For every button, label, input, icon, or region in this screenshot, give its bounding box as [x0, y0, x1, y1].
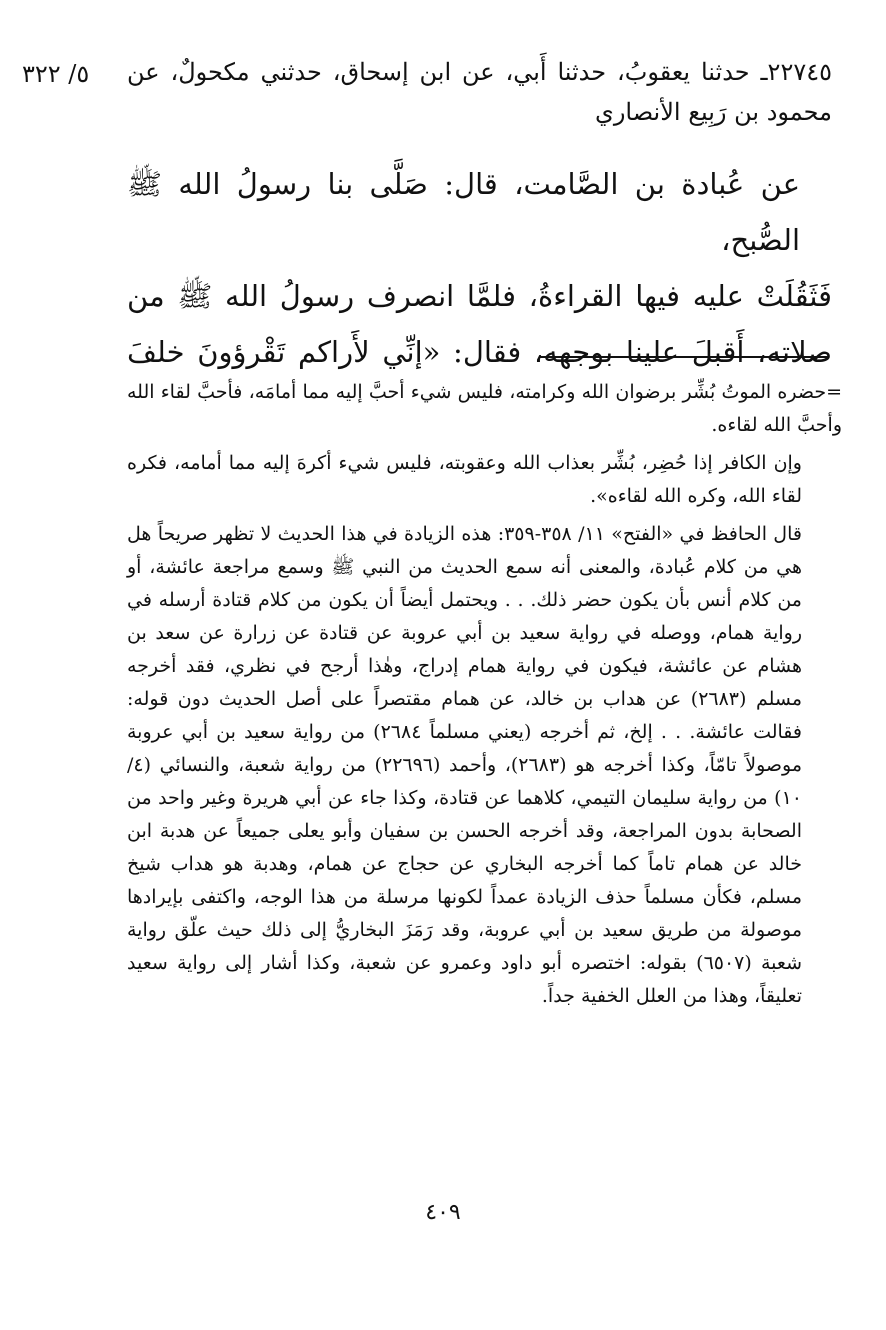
footnote-paragraph: وإن الكافر إذا حُضِر، بُشِّر بعذاب الله وعقوبته، فليس شيء أكرهَ إليه مما أمامه، فكره لقاء الله، وكره الله لقاءه». — [127, 452, 802, 507]
footnote-paragraph: =حضره الموتُ بُشِّر برضوان الله وكرامته، فليس شيء أحبَّ إليه مما أمامَه، فأحبَّ لقاء الله وأحبَّ الله لقاءه. — [127, 381, 842, 436]
matn-line: صلاته، أَقبلَ علينا بوجهه، فقال: «إنِّي لأَراكم تَقْرؤونَ خلفَ — [127, 335, 832, 369]
hadith-matn — [127, 156, 832, 380]
footnote-separator — [540, 356, 829, 358]
matn-line: عن عُبادة بن الصَّامت، قال: صَلَّى بنا رسولُ الله ﷺ الصُّبح، — [127, 167, 800, 257]
volume-page-reference: ٥/ ٣٢٢ — [22, 60, 90, 88]
footnotes — [127, 376, 842, 1018]
footnote-paragraph: قال الحافظ في «الفتح» ١١/ ٣٥٨-٣٥٩: هذه الزيادة في هذا الحديث لا تظهر صريحاً هل هي من كلام عُبادة، والمعنى أنه سمع الحديث من النبي ﷺ وسمع مراجعة عائشة، أو من كلام أنس بأن يكون حضر ذلك. . . ويحتمل أيضاً أن يكون من كلام قتادة أرسله في رواية همام، ووصله في رواية سعيد بن أبي عروبة عن قتادة عن زرارة عن سعد بن هشام عن عائشة، فيكون في رواية همام إدراج، وهٰذا أرجح في نظري، فقد أخرجه مسلم (٢٦٨٣) عن هداب بن خالد، عن همام مقتصراً على أصل الحديث دون قوله: فقالت عائشة. . . إلخ، ثم أخرجه (يعني مسلماً ٢٦٨٤) من رواية سعيد بن أبي عروبة موصولاً تامّاً، وكذا أخرجه هو (٢٦٨٣)، وأحمد (٢٢٦٩٦) من رواية شعبة، والنسائي (٤/ ١٠) من رواية سليمان التيمي، كلاهما عن قتادة، وكذا جاء عن أبي هريرة وغير واحد من الصحابة بدون المراجعة، وقد أخرجه الحسن بن سفيان وأبو يعلى جميعاً عن هدبة ابن خالد عن همام تاماً كما أخرجه البخاري عن حجاج عن همام، وهدبة هو هداب شيخ مسلم، فكأن مسلماً حذف الزيادة عمداً لكونها مرسلة من هذا الوجه، واكتفى بإيرادها موصولة من طريق سعيد بن أبي عروبة، وقد رَمَزَ البخاريُّ إلى ذلك حيث علّق رواية شعبة (٦٥٠٧) بقوله: اختصره أبو داود وعمرو عن شعبة، وكذا أشار إلى رواية سعيد تعليقاً، وهذا من العلل الخفية جداً. — [127, 523, 803, 1007]
matn-line: فَثَقُلَتْ عليه فيها القراءةُ، فلمَّا انصرف رسولُ الله ﷺ من — [127, 279, 832, 313]
page-number: ٤٠٩ — [425, 1200, 461, 1225]
hadith-isnad — [127, 52, 832, 132]
isnad-text: ٢٢٧٤٥ـ حدثنا يعقوبُ، حدثنا أَبي، عن ابن إسحاق، حدثني مكحولٌ، عن محمود بن رَبِيع الأنصاري — [127, 58, 832, 126]
